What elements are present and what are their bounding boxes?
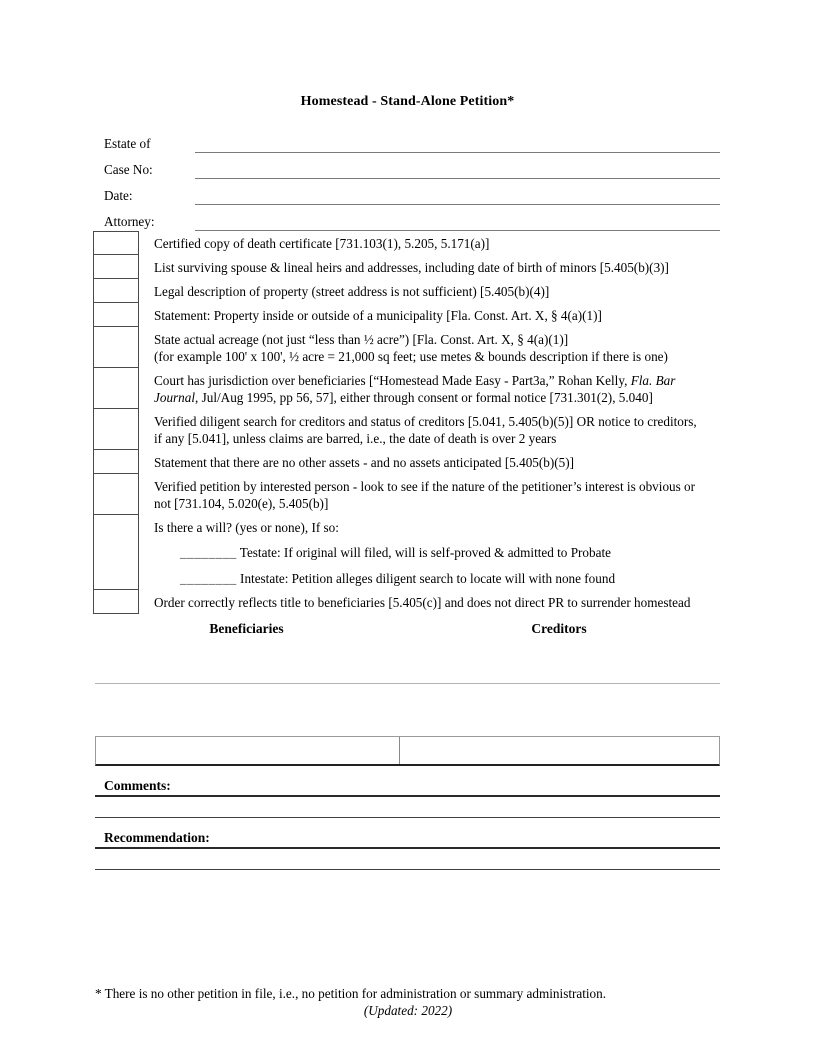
updated-year-text: (Updated: 2022)	[363, 1003, 453, 1018]
comments-section	[95, 778, 720, 818]
checklist-row	[93, 279, 720, 303]
checklist-row	[93, 409, 720, 450]
fill-in-blank[interactable]: ________	[180, 545, 237, 560]
checkbox-cell[interactable]	[93, 368, 139, 409]
checklist-item-text: Is there a will? (yes or none), If so: ________ Testate: If original will filed, will is self-proved & admitted to Probate ________ Intestate: Petition alleges diligent search to locate will with none found	[154, 519, 616, 586]
case-no-input-line[interactable]	[195, 178, 720, 179]
date-input-line[interactable]	[195, 204, 720, 205]
checklist-item-text: Verified diligent search for creditors and status of creditors [5.041, 5.405(b)(5)] OR notice to creditors, if any [5.041], unless claims are barred, i.e., the date of death is over 2 years	[154, 413, 697, 446]
section-divider-line	[95, 683, 720, 684]
estate-of-input-line[interactable]	[195, 152, 720, 153]
checklist-row	[93, 303, 720, 327]
checklist-row	[93, 368, 720, 409]
subitem-text: Testate: If original will filed, will is self-proved & admitted to Probate	[236, 545, 611, 560]
recommendation-label: Recommendation:	[95, 830, 720, 849]
comments-label: Comments:	[95, 778, 720, 797]
field-row-attorney	[95, 212, 720, 238]
checklist-item-text: Court has jurisdiction over beneficiaries [“Homestead Made Easy - Part3a,” Rohan Kelly, Fla. Bar Journal, Jul/Aug 1995, pp 56, 57], either through consent or formal notice [731.301(2), 5.040]	[154, 372, 676, 405]
checklist-item-text: List surviving spouse & lineal heirs and addresses, including date of birth of minors [5.405(b)(3)]	[154, 259, 669, 275]
case-no-label: Case No:	[104, 162, 153, 177]
comments-write-line[interactable]	[95, 817, 720, 818]
column-headers	[95, 620, 720, 637]
checkbox-cell[interactable]	[93, 590, 139, 614]
checklist-row	[93, 474, 720, 515]
checkbox-cell[interactable]	[93, 327, 139, 368]
estate-of-label: Estate of	[104, 136, 151, 151]
checkbox-cell[interactable]	[93, 279, 139, 303]
attorney-label: Attorney:	[104, 214, 155, 229]
checkbox-cell[interactable]	[93, 515, 139, 590]
checklist-row	[93, 255, 720, 279]
recommendation-write-line[interactable]	[95, 869, 720, 870]
subitem-text: Intestate: Petition alleges diligent search to locate will with none found	[236, 570, 616, 586]
checkbox-cell[interactable]	[93, 255, 139, 279]
checkbox-cell[interactable]	[93, 409, 139, 450]
recommendation-section	[95, 830, 720, 870]
checklist-item-text: Order correctly reflects title to beneficiaries [5.405(c)] and does not direct PR to surrender homestead	[154, 594, 691, 610]
footnote	[95, 986, 721, 1019]
checklist-item-text: Verified petition by interested person - look to see if the nature of the petitioner’s interest is obvious or not [731.104, 5.020(e), 5.405(b)]	[154, 478, 696, 511]
beneficiaries-creditors-table	[95, 736, 720, 766]
checklist-item-text: Statement that there are no other assets - and no assets anticipated [5.405(b)(5)]	[154, 454, 575, 470]
field-row-case-no	[95, 160, 720, 186]
date-label: Date:	[104, 188, 133, 203]
checkbox-cell[interactable]	[93, 450, 139, 474]
fill-in-blank[interactable]: ________	[180, 570, 237, 586]
checklist-subitem	[154, 570, 615, 587]
checkbox-cell[interactable]	[93, 474, 139, 515]
checklist-item-text: Statement: Property inside or outside of a municipality [Fla. Const. Art. X, § 4(a)(1)]	[154, 307, 602, 323]
header-fields	[95, 134, 720, 238]
field-row-estate-of	[95, 134, 720, 160]
page-title: Homestead - Stand-Alone Petition*	[300, 94, 515, 109]
checklist-row	[93, 515, 720, 590]
checklist-row	[93, 450, 720, 474]
checklist-item-text: Legal description of property (street address is not sufficient) [5.405(b)(4)]	[154, 283, 550, 299]
field-row-date	[95, 186, 720, 212]
attorney-input-line[interactable]	[195, 230, 720, 231]
beneficiaries-cell[interactable]	[96, 737, 400, 764]
checklist-row	[93, 327, 720, 368]
checkbox-cell[interactable]	[93, 303, 139, 327]
checklist-item-text: Certified copy of death certificate [731.103(1), 5.205, 5.171(a)]	[154, 235, 490, 251]
footnote-text: * There is no other petition in file, i.e., no petition for administration or summary administration.	[95, 986, 607, 1001]
creditors-header: Creditors	[531, 621, 587, 636]
beneficiaries-header: Beneficiaries	[209, 621, 284, 636]
checklist-row	[93, 590, 720, 614]
checklist	[93, 231, 720, 614]
checklist-item-text: State actual acreage (not just “less than ½ acre”) [Fla. Const. Art. X, § 4(a)(1)] (for example 100' x 100', ½ acre = 21,000 sq feet; use metes & bounds description if there is one)	[154, 331, 668, 364]
creditors-cell[interactable]	[400, 737, 719, 764]
checklist-subitem	[154, 544, 615, 561]
